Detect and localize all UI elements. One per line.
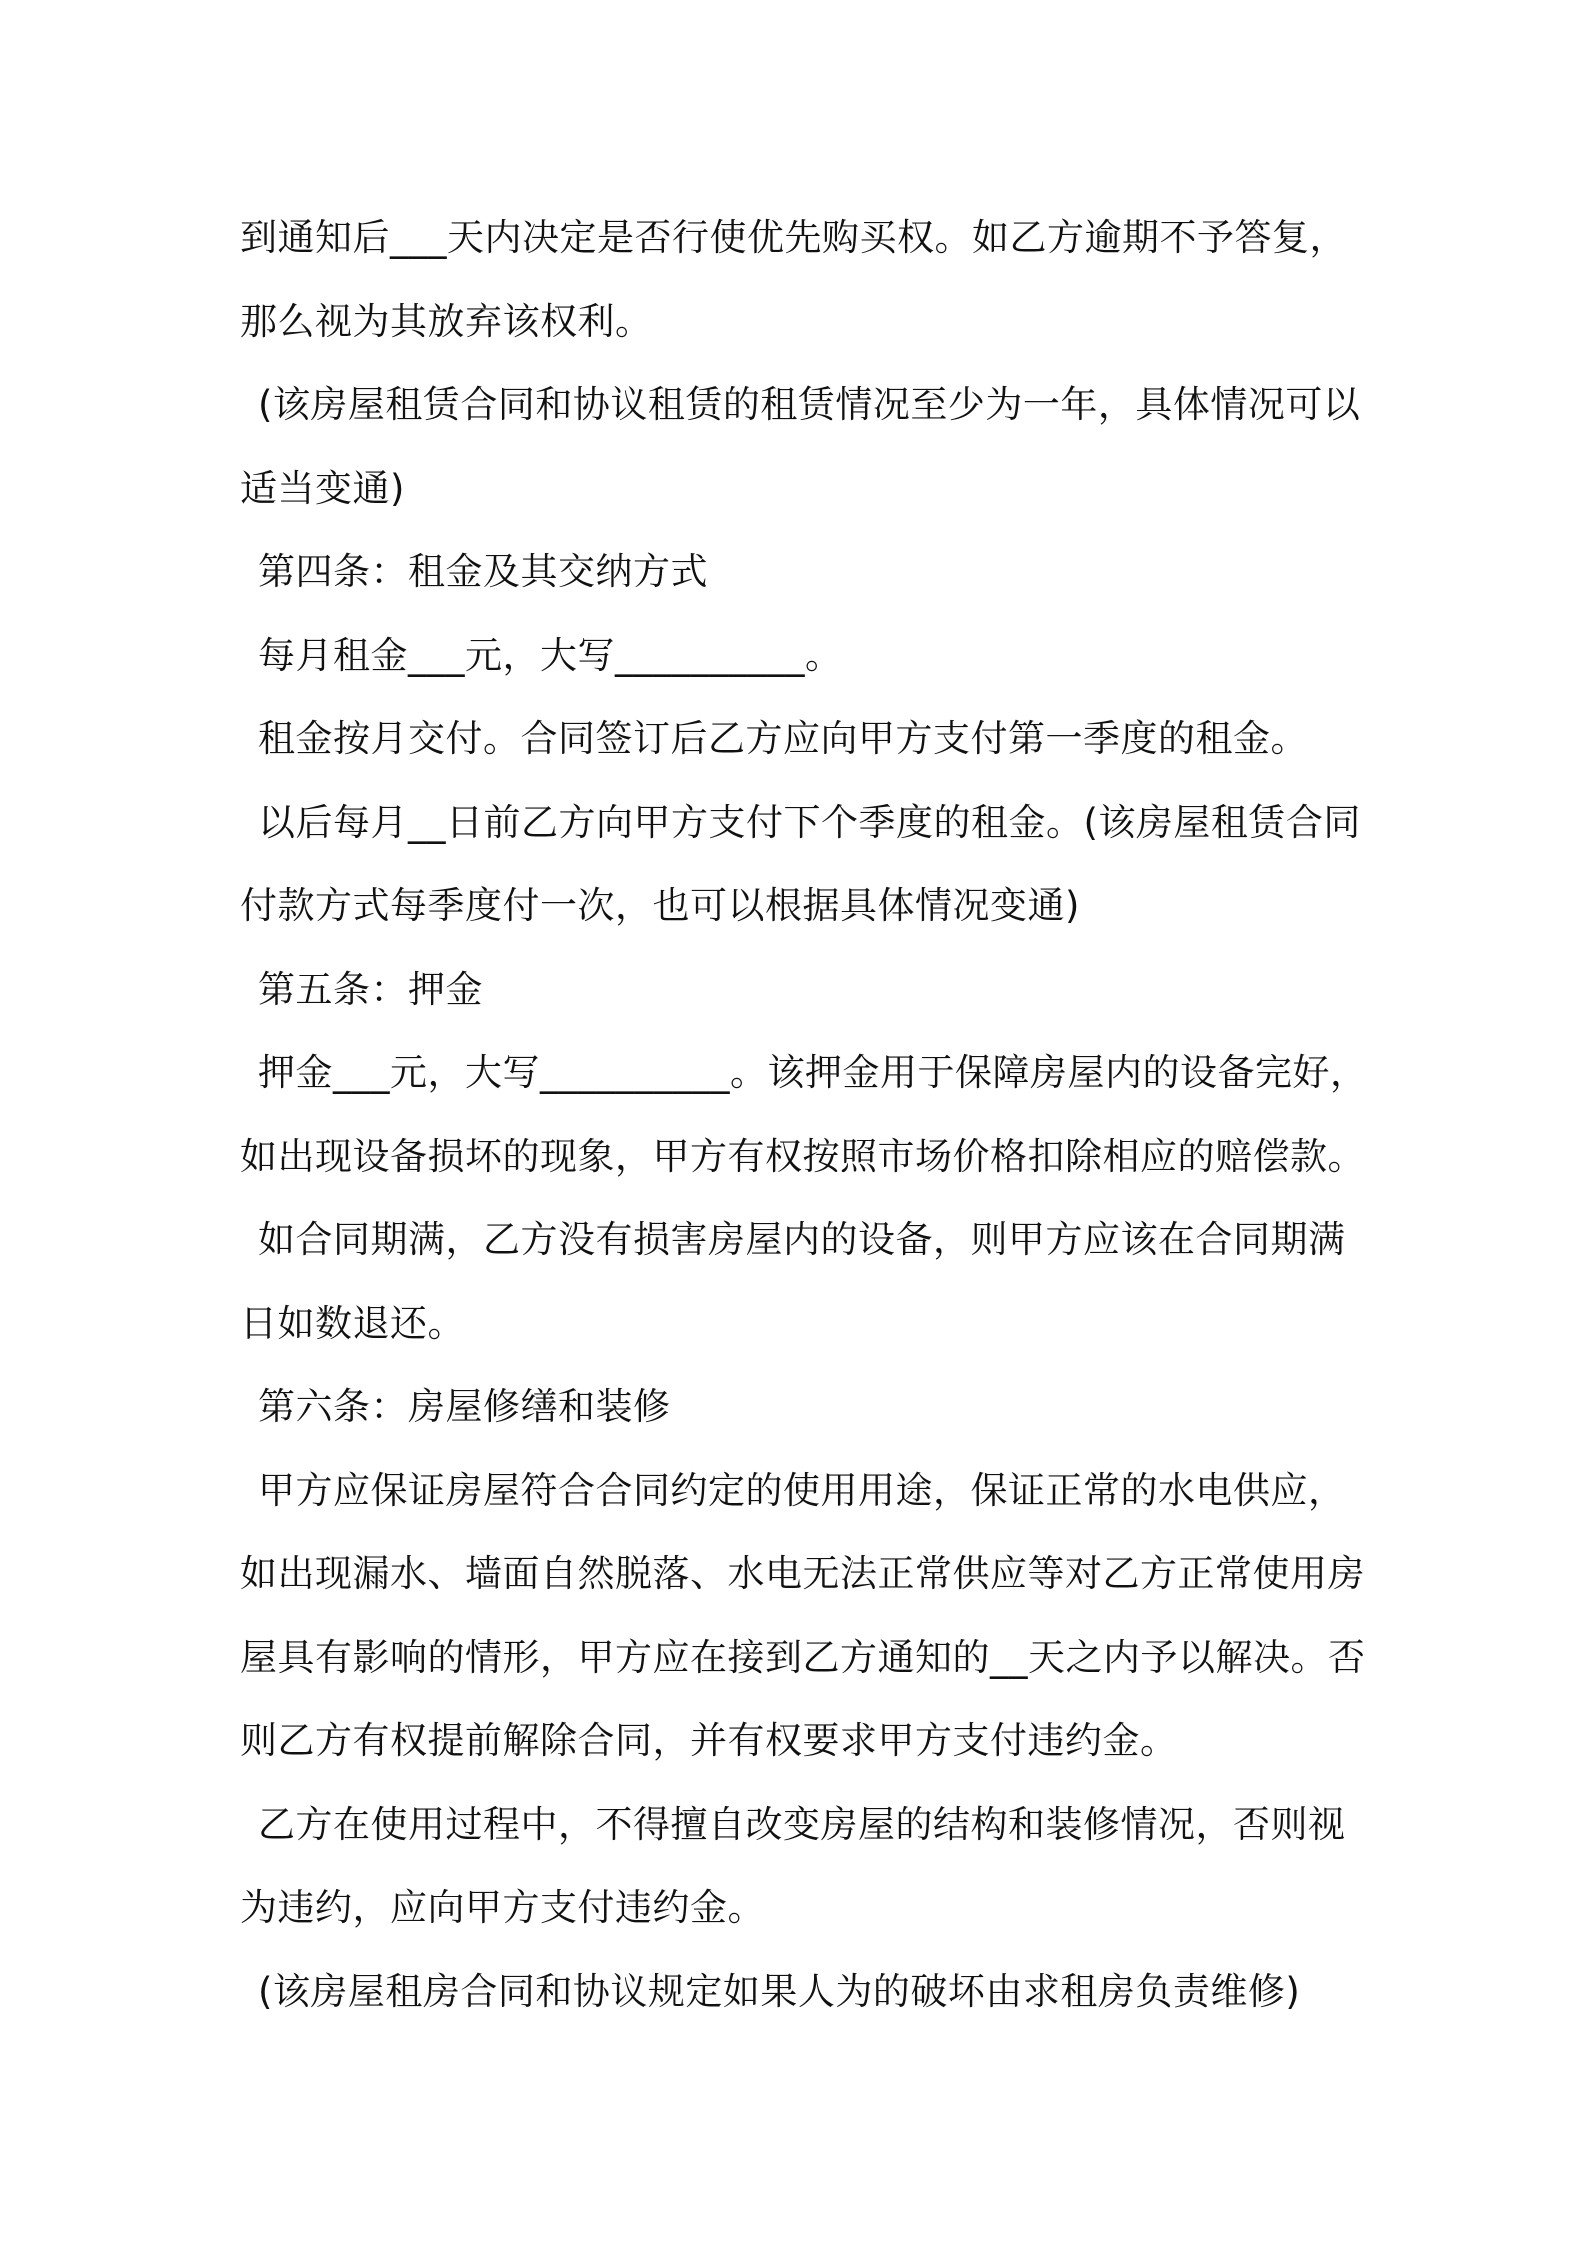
paragraph-line: (该房屋租房合同和协议规定如果人为的破坏由求租房负责维修) [258,1969,1301,2013]
paragraph-line: 日如数退还。 [240,1301,465,1345]
paragraph-line: 屋具有影响的情形，甲方应在接到乙方通知的__天之内予以解决。否 [240,1635,1366,1679]
section-heading: 第六条：房屋修缮和装修 [258,1385,671,1428]
paragraph-line: 押金___元，大写__________。该押金用于保障房屋内的设备完好， [258,1051,1368,1094]
paragraph-line: 那么视为其放弃该权利。 [240,299,653,343]
paragraph-line: (该房屋租赁合同和协议租赁的租赁情况至少为一年，具体情况可以 [258,383,1361,426]
paragraph-line: 到通知后___天内决定是否行使优先购买权。如乙方逾期不予答复， [240,216,1347,259]
paragraph-line: 乙方在使用过程中，不得擅自改变房屋的结构和装修情况，否则视 [258,1802,1346,1846]
paragraph-line: 如出现漏水、墙面自然脱落、水电无法正常供应等对乙方正常使用房 [240,1552,1365,1595]
paragraph-line: 如合同期满，乙方没有损害房屋内的设备，则甲方应该在合同期满 [258,1218,1346,1261]
paragraph-line: 每月租金___元，大写__________。 [258,633,843,677]
paragraph-line: 如出现设备损坏的现象，甲方有权按照市场价格扣除相应的赔偿款。 [240,1134,1365,1178]
paragraph-line: 付款方式每季度付一次，也可以根据具体情况变通) [240,884,1080,927]
section-heading: 第五条：押金 [258,967,483,1011]
paragraph-line: 则乙方有权提前解除合同，并有权要求甲方支付违约金。 [240,1719,1178,1762]
paragraph-line: 以后每月__日前乙方向甲方支付下个季度的租金。(该房屋租赁合同 [258,800,1361,844]
paragraph-line: 甲方应保证房屋符合合同约定的使用用途，保证正常的水电供应， [258,1468,1346,1512]
section-heading: 第四条：租金及其交纳方式 [258,550,708,593]
paragraph-line: 适当变通) [240,466,405,510]
paragraph-line: 租金按月交付。合同签订后乙方应向甲方支付第一季度的租金。 [258,717,1308,760]
paragraph-line: 为违约，应向甲方支付违约金。 [240,1886,765,1929]
document-body [240,196,1368,2033]
